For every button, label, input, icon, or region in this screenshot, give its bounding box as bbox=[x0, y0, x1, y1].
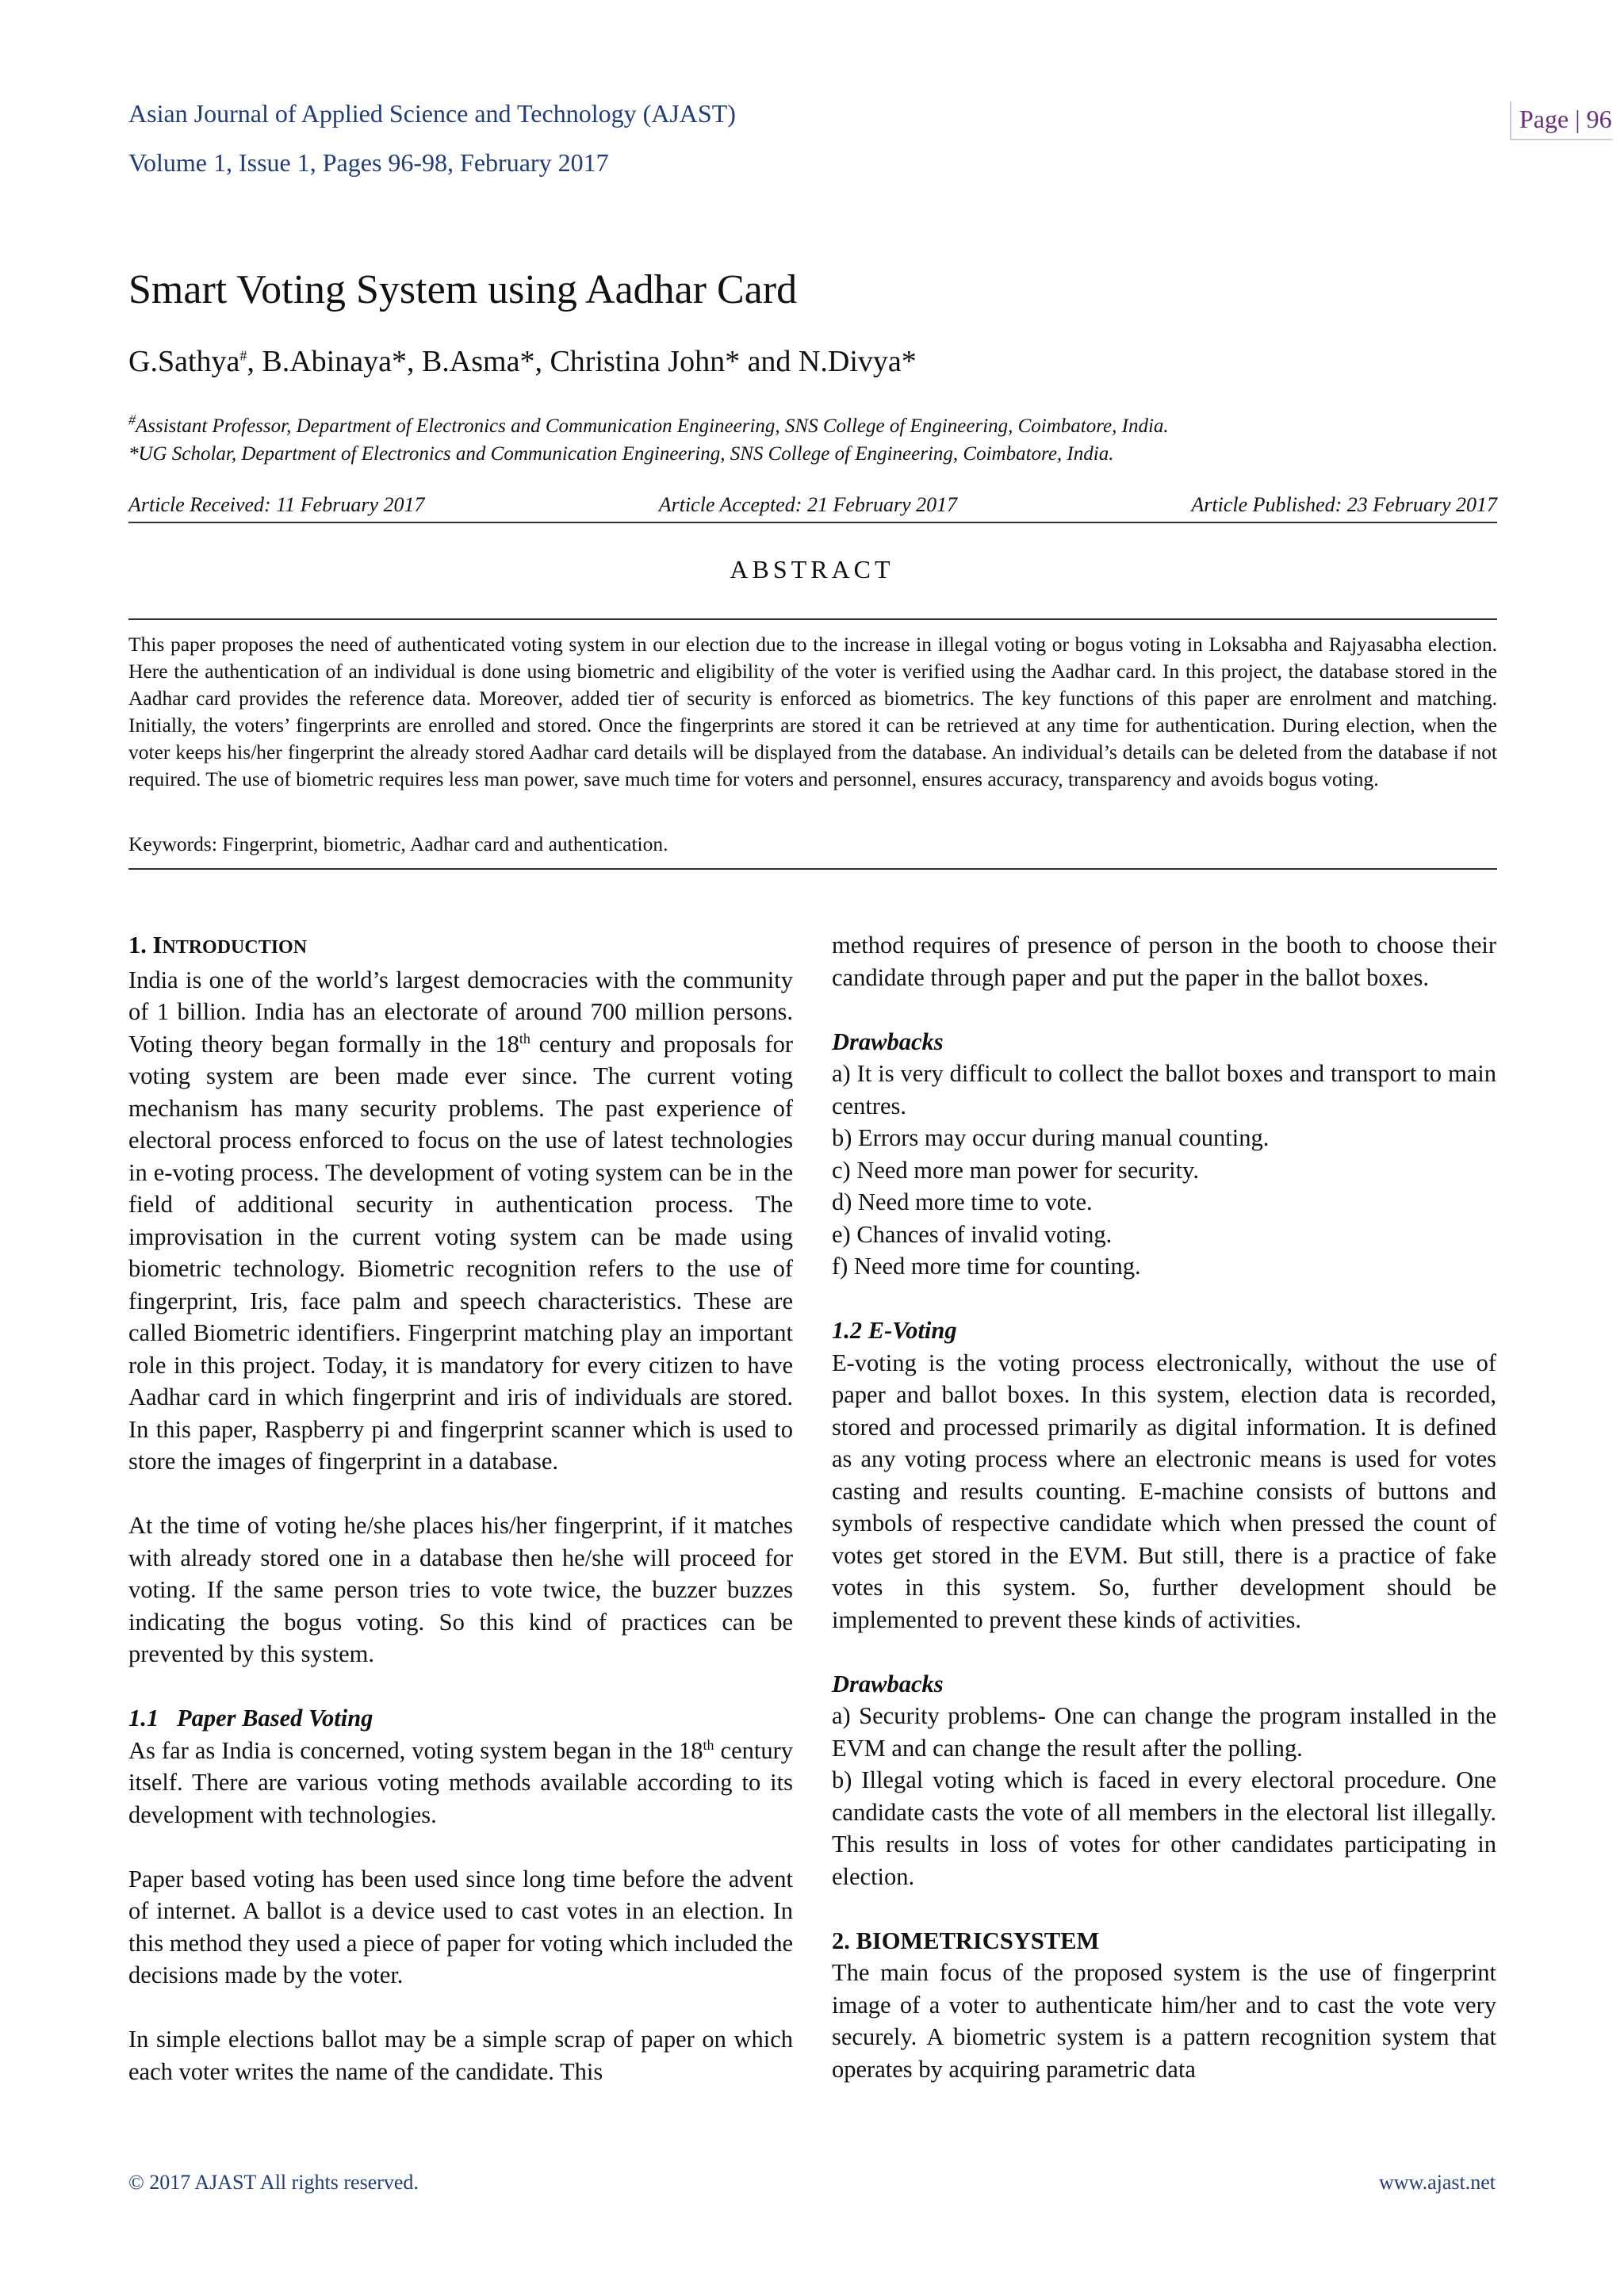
abstract-heading: ABSTRACT bbox=[730, 555, 894, 584]
intro-paragraph-1: India is one of the world’s largest democracies with the community of 1 billion. India has an electorate of around 700 million persons. Voting theory began formally in the 18th century and proposals for voting system are been made ever since. The current voting mechanism has many security problems. The past experience of electoral process enforced to focus on the use of latest technologies in e-voting process. The development of voting system can be in the field of additional security in authentication process. The improvisation in the current voting system can be made using biometric technology. Biometric recognition refers to the use of fingerprint, Iris, face palm and speech characteristics. These are called Biometric identifiers. Fingerprint matching play an important role in this project. Today, it is mandatory for every citizen to have Aadhar card in which fingerprint and iris of individuals are stored. In this paper, Raspberry pi and fingerprint scanner which is used to store the images of fingerprint in a database. bbox=[128, 966, 793, 1475]
author-1-mark: # bbox=[239, 347, 247, 364]
paper-voting-paragraph-2: Paper based voting has been used since long time before the advent of internet. A ballot is a device used to cast votes in an election. In this method they used a piece of paper for voting which included the decisions made by the voter. bbox=[128, 1865, 793, 1988]
drawbacks-heading-1: Drawbacks bbox=[832, 1027, 944, 1055]
biometric-paragraph: The main focus of the proposed system is the use of fingerprint image of a voter to authenticate him/her and to cast the vote very securely. A biometric system is a pattern recognition system that operates by acquiring parametric data bbox=[832, 1959, 1496, 2083]
drawback-item: e) Chances of invalid voting. bbox=[832, 1220, 1113, 1248]
drawback-item: a) It is very difficult to collect the ballot boxes and transport to main centres. bbox=[832, 1060, 1496, 1119]
left-column bbox=[128, 929, 793, 2087]
right-column bbox=[832, 929, 1496, 2085]
journal-volume: Volume 1, Issue 1, Pages 96-98, February 2017 bbox=[128, 148, 609, 177]
paper-voting-paragraph-1: As far as India is concerned, voting system began in the 18th century itself. There are various voting methods available according to its development with technologies. bbox=[128, 1736, 793, 1828]
drawback-item: a) Security problems- One can change the program installed in the EVM and can change the result after the polling. bbox=[832, 1702, 1496, 1762]
drawback-item: f) Need more time for counting. bbox=[832, 1253, 1141, 1280]
paper-title: Smart Voting System using Aadhar Card bbox=[128, 267, 798, 312]
paper-voting-paragraph-3: In simple elections ballot may be a simple scrap of paper on which each voter writes the name of the candidate. This bbox=[128, 2026, 793, 2085]
e-voting-paragraph: E-voting is the voting process electronically, without the use of paper and ballot boxes. In this system, election data is recorded, stored and processed primarily as digital information. It is defined as any voting process where an electronic means is used for votes casting and results counting. E-machine consists of buttons and symbols of respective candidate which when pressed the count of votes get stored in the EVM. But still, there is a practice of fake votes in this system. So, further development should be implemented to prevent these kinds of activities. bbox=[832, 1349, 1496, 1633]
author-1: G.Sathya bbox=[128, 345, 240, 378]
section-heading-e-voting: 1.2 E-Voting bbox=[832, 1317, 957, 1344]
section-heading-introduction: 1. INTRODUCTION bbox=[128, 932, 308, 959]
footer-copyright: © 2017 AJAST All rights reserved. bbox=[128, 2171, 419, 2194]
footer-website[interactable]: www.ajast.net bbox=[1378, 2171, 1496, 2194]
article-dates bbox=[128, 493, 1497, 523]
date-received: Article Received: 11 February 2017 bbox=[128, 493, 425, 516]
drawback-item: d) Need more time to vote. bbox=[832, 1188, 1093, 1215]
date-published: Article Published: 23 February 2017 bbox=[1191, 493, 1497, 516]
abstract-top-rule bbox=[128, 618, 1497, 620]
drawback-item: c) Need more man power for security. bbox=[832, 1156, 1199, 1184]
affiliations bbox=[128, 412, 1169, 468]
journal-header bbox=[128, 89, 736, 187]
affiliation-1: #Assistant Professor, Department of Electronics and Communication Engineering, SNS College of Engineering, Coimbatore, India. bbox=[128, 411, 1169, 437]
intro-paragraph-2: At the time of voting he/she places his/her fingerprint, if it matches with already stored one in a database then he/she will proceed for voting. If the same person tries to vote twice, the buzzer buzzes indicating the bogus voting. So this kind of practices can be prevented by this system. bbox=[128, 1512, 793, 1667]
section-heading-biometric: 2. BIOMETRICSYSTEM bbox=[832, 1927, 1100, 1954]
drawback-item: b) Illegal voting which is faced in every electoral procedure. One candidate casts the vote of all members in the electoral list illegally. This results in loss of votes for other candidates participating in election. bbox=[832, 1766, 1496, 1890]
drawback-item: b) Errors may occur during manual counting. bbox=[832, 1124, 1270, 1151]
date-accepted: Article Accepted: 21 February 2017 bbox=[658, 493, 958, 516]
drawbacks-heading-2: Drawbacks bbox=[832, 1670, 944, 1697]
abstract-bottom-rule bbox=[128, 868, 1497, 870]
affiliation-2: *UG Scholar, Department of Electronics and Communication Engineering, SNS College of Engineering, Coimbatore, India. bbox=[128, 443, 1114, 465]
other-authors: , B.Abinaya*, B.Asma*, Christina John* and N.Divya* bbox=[247, 345, 917, 378]
author-list bbox=[128, 344, 917, 379]
page-number: Page | 96 bbox=[1510, 101, 1612, 140]
paper-voting-continued: method requires of presence of person in the booth to choose their candidate through paper and put the paper in the ballot boxes. bbox=[832, 932, 1496, 991]
keywords: Keywords: Fingerprint, biometric, Aadhar card and authentication. bbox=[128, 832, 668, 855]
journal-name: Asian Journal of Applied Science and Technology (AJAST) bbox=[128, 99, 736, 128]
abstract-text: This paper proposes the need of authenticated voting system in our election due to the increase in illegal voting or bogus voting in Loksabha and Rajyasabha election. Here the authentication of an individual is done using biometric and eligibility of the voter is verified using the Aadhar card. In this project, the database stored in the Aadhar card provides the reference data. Moreover, added tier of security is enforced as biometrics. The key functions of this paper are enrolment and matching. Initially, the voters’ fingerprints are enrolled and stored. Once the fingerprints are stored it can be retrieved at any time for authentication. During election, when the voter keeps his/her fingerprint the already stored Aadhar card details will be displayed from the database. An individual’s details can be deleted from the database if not required. The use of biometric requires less man power, save much time for voters and personnel, ensures accuracy, transparency and avoids bogus voting. bbox=[128, 633, 1497, 790]
affiliation-1-mark: # bbox=[128, 411, 136, 428]
section-heading-paper-voting: 1.1 Paper Based Voting bbox=[128, 1705, 373, 1732]
